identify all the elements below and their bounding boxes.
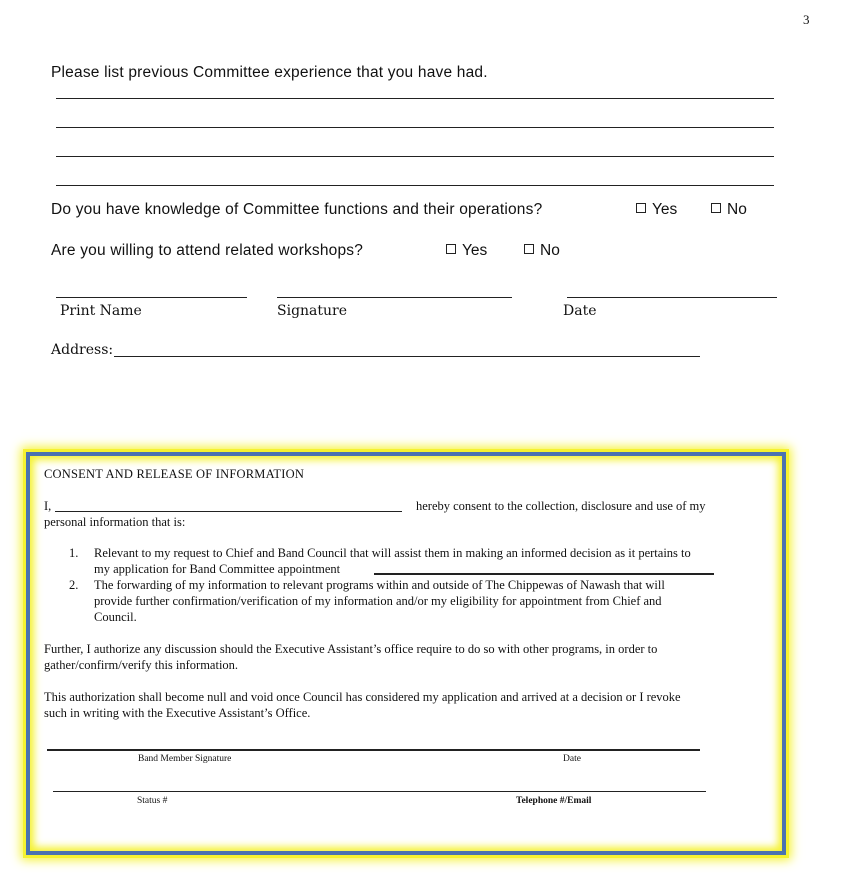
address-label: Address: xyxy=(51,342,114,358)
committee-experience-question: Please list previous Committee experience that you have had. xyxy=(51,64,488,81)
address-line[interactable] xyxy=(114,356,700,357)
yes-label: Yes xyxy=(652,201,678,218)
checkbox-icon[interactable] xyxy=(636,203,646,213)
signature-label: Signature xyxy=(277,303,348,319)
checkbox-icon[interactable] xyxy=(446,244,456,254)
experience-line-4[interactable] xyxy=(56,185,774,186)
authorization-paragraph-line: This authorization shall become null and void once Council has considered my application and arrived at a decision or I revoke xyxy=(44,690,681,704)
list-item-line: my application for Band Committee appointment xyxy=(94,562,341,576)
list-item-line: Relevant to my request to Chief and Band Council that will assist them in making an informed decision as it pertains to xyxy=(94,546,691,560)
checkbox-icon[interactable] xyxy=(524,244,534,254)
consent-date-label: Date xyxy=(563,754,581,764)
knowledge-no-option[interactable] xyxy=(711,201,747,219)
consent-intro-suffix: hereby consent to the collection, disclosure and use of my xyxy=(416,499,706,513)
page-number: 3 xyxy=(803,12,810,27)
status-label: Status # xyxy=(137,796,168,806)
experience-line-1[interactable] xyxy=(56,98,774,99)
experience-line-3[interactable] xyxy=(56,156,774,157)
date-label: Date xyxy=(563,303,597,319)
consent-name-line[interactable] xyxy=(55,511,402,512)
date-line[interactable] xyxy=(567,297,777,298)
band-member-signature-line[interactable] xyxy=(47,749,700,751)
list-item-line: The forwarding of my information to relevant programs within and outside of The Chippewas of Nawash that will xyxy=(94,578,665,592)
list-item-line: Council. xyxy=(94,610,137,624)
workshops-no-option[interactable] xyxy=(524,242,560,260)
list-number: 1. xyxy=(69,546,79,560)
consent-intro-prefix: I, xyxy=(44,499,52,513)
yes-label: Yes xyxy=(462,242,488,259)
knowledge-question: Do you have knowledge of Committee functions and their operations? xyxy=(51,201,543,218)
signature-line[interactable] xyxy=(277,297,512,298)
consent-intro-line2: personal information that is: xyxy=(44,515,186,529)
appointment-line[interactable] xyxy=(374,573,714,575)
further-paragraph-line: Further, I authorize any discussion should the Executive Assistant’s office require to do so with other programs, in order to xyxy=(44,642,658,656)
no-label: No xyxy=(540,242,560,259)
knowledge-yes-option[interactable] xyxy=(636,201,677,219)
consent-title: CONSENT AND RELEASE OF INFORMATION xyxy=(44,467,305,481)
telephone-email-label: Telephone #/Email xyxy=(516,796,592,806)
no-label: No xyxy=(727,201,747,218)
checkbox-icon[interactable] xyxy=(711,203,721,213)
authorization-paragraph-line: such in writing with the Executive Assistant’s Office. xyxy=(44,706,311,720)
experience-line-2[interactable] xyxy=(56,127,774,128)
print-name-line[interactable] xyxy=(56,297,247,298)
workshops-yes-option[interactable] xyxy=(446,242,487,260)
band-member-signature-label: Band Member Signature xyxy=(138,754,232,764)
list-item-line: provide further confirmation/verification of my information and/or my eligibility for appointment from Chief and xyxy=(94,594,662,608)
list-number: 2. xyxy=(69,578,79,592)
print-name-label: Print Name xyxy=(60,303,142,319)
status-telephone-line[interactable] xyxy=(53,791,706,792)
workshops-question: Are you willing to attend related workshops? xyxy=(51,242,364,259)
further-paragraph-line: gather/confirm/verify this information. xyxy=(44,658,239,672)
